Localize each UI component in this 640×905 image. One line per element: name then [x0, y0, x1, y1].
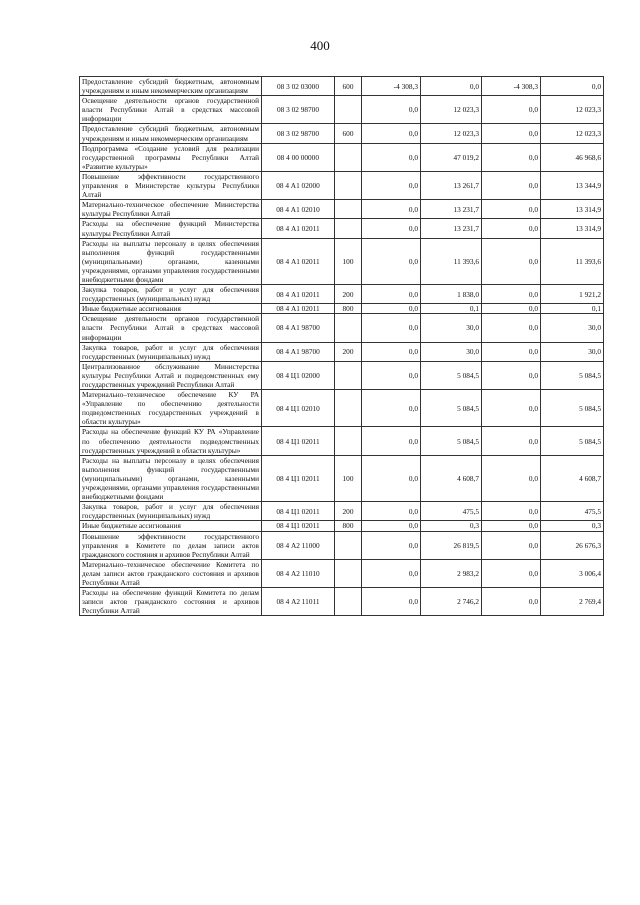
row-expense-type [335, 390, 362, 427]
row-expense-type [335, 314, 362, 342]
row-amount-1: 0,0 [362, 361, 421, 389]
row-amount-4: 13 314,9 [541, 200, 604, 219]
page-number: 400 [310, 38, 330, 53]
row-amount-2: 12 023,3 [421, 96, 482, 124]
row-expense-type [335, 588, 362, 616]
row-amount-1: 0,0 [362, 314, 421, 342]
row-target-code: 08 4 Ц1 02011 [262, 427, 335, 455]
row-amount-1: 0,0 [362, 531, 421, 559]
row-amount-4: 46 968,6 [541, 143, 604, 171]
row-amount-4: 2 769,4 [541, 588, 604, 616]
table-row [80, 521, 604, 531]
row-amount-2: 13 231,7 [421, 200, 482, 219]
row-target-code: 08 3 02 03000 [262, 77, 335, 96]
row-description: Расходы на обеспечение функций КУ РА «Управление по обеспечению деятельности подведомственных государственных учреждений в области культуры» [80, 427, 262, 455]
row-target-code: 08 4 А1 98700 [262, 314, 335, 342]
table-row [80, 285, 604, 304]
table-row [80, 390, 604, 427]
row-target-code: 08 4 Ц1 02011 [262, 521, 335, 531]
row-amount-4: 0,3 [541, 521, 604, 531]
row-amount-1: 0,0 [362, 502, 421, 521]
row-target-code: 08 4 Ц1 02010 [262, 390, 335, 427]
row-amount-3: 0,0 [482, 361, 541, 389]
table-row [80, 361, 604, 389]
row-expense-type: 100 [335, 238, 362, 284]
row-amount-4: 30,0 [541, 314, 604, 342]
row-description: Освещение деятельности органов государственной власти Республики Алтай в средствах массовой информации [80, 96, 262, 124]
row-amount-4: 5 084,5 [541, 427, 604, 455]
row-description: Закупка товаров, работ и услуг для обеспечения государственных (муниципальных) нужд [80, 285, 262, 304]
row-amount-4: 0,0 [541, 77, 604, 96]
row-amount-4: 11 393,6 [541, 238, 604, 284]
row-target-code: 08 3 02 98700 [262, 96, 335, 124]
row-expense-type: 200 [335, 285, 362, 304]
table-row [80, 171, 604, 199]
row-amount-1: 0,0 [362, 200, 421, 219]
row-amount-1: 0,0 [362, 521, 421, 531]
row-expense-type [335, 559, 362, 587]
row-amount-2: 13 261,7 [421, 171, 482, 199]
row-amount-2: 0,1 [421, 304, 482, 314]
row-amount-4: 30,0 [541, 342, 604, 361]
row-description: Материально-техническое обеспечение Министерства культуры Республики Алтай [80, 200, 262, 219]
row-description: Предоставление субсидий бюджетным, автономным учреждениям и иным некоммерческим организациям [80, 124, 262, 143]
row-amount-2: 0,3 [421, 521, 482, 531]
row-expense-type [335, 96, 362, 124]
row-description: Иные бюджетные ассигнования [80, 521, 262, 531]
row-amount-3: 0,0 [482, 314, 541, 342]
row-amount-2: 2 746,2 [421, 588, 482, 616]
row-expense-type [335, 531, 362, 559]
row-amount-2: 26 819,5 [421, 531, 482, 559]
row-amount-2: 4 608,7 [421, 455, 482, 501]
row-target-code: 08 4 Ц1 02011 [262, 455, 335, 501]
row-amount-3: 0,0 [482, 219, 541, 238]
row-amount-4: 13 314,9 [541, 219, 604, 238]
row-amount-3: 0,0 [482, 427, 541, 455]
table-row [80, 77, 604, 96]
row-amount-1: 0,0 [362, 219, 421, 238]
row-expense-type [335, 171, 362, 199]
row-amount-4: 5 084,5 [541, 390, 604, 427]
row-amount-2: 2 983,2 [421, 559, 482, 587]
row-amount-3: 0,0 [482, 342, 541, 361]
row-amount-2: 13 231,7 [421, 219, 482, 238]
row-description: Расходы на обеспечение функций Комитета по делам записи актов гражданского состояния и архивов Республики Алтай [80, 588, 262, 616]
row-description: Расходы на обеспечение функций Министерства культуры Республики Алтай [80, 219, 262, 238]
row-description: Подпрограмма «Создание условий для реализации государственной программы Республики Алтай «Развитие культуры» [80, 143, 262, 171]
row-target-code: 08 4 Ц1 02011 [262, 502, 335, 521]
row-amount-4: 12 023,3 [541, 96, 604, 124]
row-target-code: 08 3 02 98700 [262, 124, 335, 143]
table-row [80, 96, 604, 124]
table-row [80, 427, 604, 455]
row-expense-type [335, 361, 362, 389]
row-expense-type [335, 200, 362, 219]
table-row [80, 124, 604, 143]
row-amount-3: 0,0 [482, 124, 541, 143]
row-target-code: 08 4 А1 02010 [262, 200, 335, 219]
row-amount-4: 3 006,4 [541, 559, 604, 587]
row-description: Закупка товаров, работ и услуг для обеспечения государственных (муниципальных) нужд [80, 502, 262, 521]
table-row [80, 531, 604, 559]
row-amount-3: 0,0 [482, 531, 541, 559]
row-target-code: 08 4 А2 11011 [262, 588, 335, 616]
row-target-code: 08 4 00 00000 [262, 143, 335, 171]
row-amount-2: 5 084,5 [421, 427, 482, 455]
row-expense-type: 600 [335, 77, 362, 96]
row-amount-3: 0,0 [482, 502, 541, 521]
row-amount-2: 12 023,3 [421, 124, 482, 143]
row-description: Материально–техническое обеспечение Комитета по делам записи актов гражданского состояния и архивов Республики Алтай [80, 559, 262, 587]
row-expense-type: 100 [335, 455, 362, 501]
row-amount-3: 0,0 [482, 143, 541, 171]
row-amount-1: -4 308,3 [362, 77, 421, 96]
row-description: Расходы на выплаты персоналу в целях обеспечения выполнения функций государственными (муниципальными) органами, казенными учреждениями, органами управления государственными внебюджетными фондами [80, 238, 262, 284]
row-amount-2: 30,0 [421, 342, 482, 361]
row-amount-3: 0,0 [482, 238, 541, 284]
row-description: Закупка товаров, работ и услуг для обеспечения государственных (муниципальных) нужд [80, 342, 262, 361]
row-amount-2: 11 393,6 [421, 238, 482, 284]
row-amount-4: 5 084,5 [541, 361, 604, 389]
row-amount-2: 47 019,2 [421, 143, 482, 171]
row-target-code: 08 4 А1 98700 [262, 342, 335, 361]
row-amount-2: 30,0 [421, 314, 482, 342]
row-description: Повышение эффективности государственного управления в Комитете по делам записи актов гражданского состояния и архивов Республики Алтай [80, 531, 262, 559]
row-amount-1: 0,0 [362, 588, 421, 616]
row-amount-3: 0,0 [482, 588, 541, 616]
budget-table-body [80, 77, 604, 616]
row-amount-1: 0,0 [362, 124, 421, 143]
table-row [80, 559, 604, 587]
row-amount-1: 0,0 [362, 559, 421, 587]
row-amount-4: 1 921,2 [541, 285, 604, 304]
row-amount-1: 0,0 [362, 96, 421, 124]
table-row [80, 502, 604, 521]
row-amount-1: 0,0 [362, 143, 421, 171]
row-description: Предоставление субсидий бюджетным, автономным учреждениям и иным некоммерческим организациям [80, 77, 262, 96]
row-amount-1: 0,0 [362, 427, 421, 455]
table-row [80, 143, 604, 171]
row-amount-4: 475,5 [541, 502, 604, 521]
row-target-code: 08 4 А1 02011 [262, 238, 335, 284]
row-amount-1: 0,0 [362, 304, 421, 314]
row-amount-1: 0,0 [362, 171, 421, 199]
row-amount-3: 0,0 [482, 171, 541, 199]
row-target-code: 08 4 А1 02000 [262, 171, 335, 199]
row-amount-3: 0,0 [482, 390, 541, 427]
row-amount-2: 0,0 [421, 77, 482, 96]
row-amount-3: 0,0 [482, 96, 541, 124]
row-expense-type [335, 427, 362, 455]
row-amount-3: 0,0 [482, 200, 541, 219]
table-row [80, 342, 604, 361]
row-expense-type [335, 219, 362, 238]
row-amount-4: 26 676,3 [541, 531, 604, 559]
table-row [80, 238, 604, 284]
row-description: Повышение эффективности государственного управления в Министерстве культуры Республики Алтай [80, 171, 262, 199]
budget-table [79, 76, 604, 616]
row-amount-1: 0,0 [362, 238, 421, 284]
row-amount-3: 0,0 [482, 559, 541, 587]
row-amount-1: 0,0 [362, 285, 421, 304]
row-target-code: 08 4 Ц1 02000 [262, 361, 335, 389]
row-amount-4: 0,1 [541, 304, 604, 314]
row-expense-type: 800 [335, 521, 362, 531]
row-amount-4: 12 023,3 [541, 124, 604, 143]
row-amount-3: 0,0 [482, 455, 541, 501]
row-amount-2: 475,5 [421, 502, 482, 521]
row-description: Иные бюджетные ассигнования [80, 304, 262, 314]
row-amount-3: 0,0 [482, 521, 541, 531]
row-amount-1: 0,0 [362, 455, 421, 501]
row-expense-type: 800 [335, 304, 362, 314]
row-amount-1: 0,0 [362, 342, 421, 361]
row-amount-4: 4 608,7 [541, 455, 604, 501]
table-row [80, 219, 604, 238]
row-amount-3: 0,0 [482, 285, 541, 304]
row-amount-3: 0,0 [482, 304, 541, 314]
row-amount-3: -4 308,3 [482, 77, 541, 96]
row-description: Освещение деятельности органов государственной власти Республики Алтай в средствах массовой информации [80, 314, 262, 342]
row-expense-type: 200 [335, 502, 362, 521]
row-amount-4: 13 344,9 [541, 171, 604, 199]
table-row [80, 314, 604, 342]
row-amount-1: 0,0 [362, 390, 421, 427]
row-target-code: 08 4 А2 11010 [262, 559, 335, 587]
table-row [80, 200, 604, 219]
row-amount-2: 5 084,5 [421, 361, 482, 389]
row-expense-type [335, 143, 362, 171]
table-row [80, 455, 604, 501]
table-row [80, 304, 604, 314]
row-amount-2: 1 838,0 [421, 285, 482, 304]
row-expense-type: 600 [335, 124, 362, 143]
row-target-code: 08 4 А1 02011 [262, 219, 335, 238]
row-description: Материально–техническое обеспечение КУ РА «Управление по обеспечению деятельности подведомственных государственных учреждений в области культуры» [80, 390, 262, 427]
table-row [80, 588, 604, 616]
row-description: Расходы на выплаты персоналу в целях обеспечения выполнения функций государственными (муниципальными) органами, казенными учреждениями, органами управления государственными внебюджетными фондами [80, 455, 262, 501]
row-expense-type: 200 [335, 342, 362, 361]
row-target-code: 08 4 А2 11000 [262, 531, 335, 559]
row-amount-2: 5 084,5 [421, 390, 482, 427]
row-description: Централизованное обслуживание Министерства культуры Республики Алтай и подведомственных ему государственных учреждений Республики Алтай [80, 361, 262, 389]
row-target-code: 08 4 А1 02011 [262, 304, 335, 314]
row-target-code: 08 4 А1 02011 [262, 285, 335, 304]
